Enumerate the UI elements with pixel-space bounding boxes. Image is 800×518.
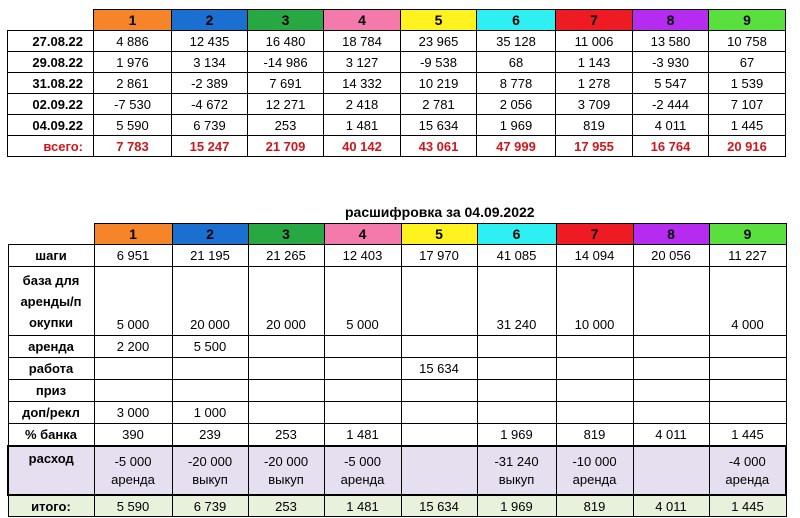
table-cell: 6 739 — [172, 115, 248, 136]
row-label-line: база для — [22, 272, 80, 288]
row-label: % банка — [8, 424, 94, 447]
table-cell — [401, 424, 477, 447]
row-label: итого: — [8, 495, 94, 517]
expense-cell — [248, 446, 324, 495]
expense-note: аренда — [725, 471, 770, 487]
table-cell: 4 011 — [633, 115, 709, 136]
daily-results-table — [7, 9, 786, 157]
table-cell — [709, 358, 786, 380]
expense-cell — [477, 446, 556, 495]
table-cell: 7 691 — [248, 73, 324, 94]
table-cell — [172, 358, 248, 380]
table-cell: 31 240 — [477, 267, 556, 336]
table-cell: 16 480 — [248, 31, 324, 52]
result-cell: 253 — [248, 495, 324, 517]
table-cell: 1 445 — [709, 115, 786, 136]
table-cell — [401, 380, 477, 402]
result-cell: 15 634 — [401, 495, 477, 517]
table-cell: 3 134 — [172, 52, 248, 73]
column-header: 8 — [633, 224, 709, 245]
expense-cell — [709, 446, 786, 495]
row-label-line: аренды/п — [20, 293, 82, 309]
column-header: 5 — [401, 224, 477, 245]
table-cell: 15 634 — [401, 358, 477, 380]
row-label: шаги — [8, 245, 94, 267]
total-cell: 15 247 — [172, 136, 248, 157]
row-label — [8, 267, 94, 336]
expense-cell — [172, 446, 248, 495]
table-cell — [324, 336, 401, 358]
column-header: 1 — [94, 224, 172, 245]
row-label: приз — [8, 380, 94, 402]
table-cell: 21 265 — [248, 245, 324, 267]
table-cell: 2 200 — [94, 336, 172, 358]
result-cell: 1 445 — [709, 495, 786, 517]
header-row — [8, 10, 786, 31]
column-header: 1 — [94, 10, 172, 31]
total-label: всего: — [8, 136, 94, 157]
expense-amount: -31 240 — [494, 453, 539, 469]
column-header: 7 — [556, 224, 633, 245]
table-cell: 4 011 — [633, 424, 709, 447]
column-header: 3 — [248, 224, 324, 245]
table-cell: 20 000 — [248, 267, 324, 336]
table-cell: 20 000 — [172, 267, 248, 336]
row-date: 31.08.22 — [8, 73, 94, 94]
result-cell: 5 590 — [94, 495, 172, 517]
table-cell — [556, 380, 633, 402]
table-cell: -14 986 — [248, 52, 324, 73]
table-cell: 12 271 — [248, 94, 324, 115]
table-cell: -9 538 — [401, 52, 477, 73]
table-cell — [556, 336, 633, 358]
steps-row — [8, 245, 786, 267]
row-label: работа — [8, 358, 94, 380]
table-cell: 10 000 — [556, 267, 633, 336]
table-cell — [709, 402, 786, 424]
expense-note: выкуп — [192, 471, 228, 487]
table-cell — [94, 358, 172, 380]
table-cell: 14 332 — [324, 73, 401, 94]
table-cell: 819 — [556, 115, 633, 136]
expense-cell — [324, 446, 401, 495]
work-row — [8, 358, 786, 380]
expense-cell — [94, 446, 172, 495]
table-cell: 3 709 — [556, 94, 633, 115]
table-cell: 10 758 — [709, 31, 786, 52]
expense-amount: -10 000 — [572, 453, 617, 469]
table-cell — [401, 267, 477, 336]
table-cell: 11 227 — [709, 245, 786, 267]
column-header: 5 — [401, 10, 477, 31]
table-cell — [633, 336, 709, 358]
table-cell: 20 056 — [633, 245, 709, 267]
table-cell — [248, 336, 324, 358]
table-cell — [477, 336, 556, 358]
table-cell — [633, 358, 709, 380]
table-cell: 17 970 — [401, 245, 477, 267]
expense-cell — [401, 446, 477, 495]
table-cell: 11 006 — [556, 31, 633, 52]
expense-note: аренда — [340, 471, 385, 487]
corner-cell — [8, 10, 94, 31]
total-cell: 17 955 — [556, 136, 633, 157]
total-cell: 20 916 — [709, 136, 786, 157]
row-date: 04.09.22 — [8, 115, 94, 136]
table-cell: 2 861 — [94, 73, 172, 94]
table-cell: 8 778 — [477, 73, 556, 94]
table-cell — [172, 380, 248, 402]
table-cell — [633, 267, 709, 336]
table-cell — [248, 358, 324, 380]
table-cell: 2 056 — [477, 94, 556, 115]
expense-amount: -20 000 — [187, 453, 233, 469]
header-row — [8, 224, 786, 245]
row-date: 29.08.22 — [8, 52, 94, 73]
column-header: 6 — [477, 10, 556, 31]
row-label: расход — [8, 446, 94, 495]
table-cell: 253 — [248, 115, 324, 136]
table-cell: 1 969 — [477, 115, 556, 136]
result-cell: 819 — [556, 495, 633, 517]
expense-amount: -5 000 — [114, 453, 152, 469]
table-cell: -2 444 — [633, 94, 709, 115]
breakdown-table — [7, 223, 787, 517]
table-cell: 3 127 — [324, 52, 401, 73]
table-cell: 5 547 — [633, 73, 709, 94]
expense-cell — [633, 446, 709, 495]
table-cell: 4 886 — [94, 31, 172, 52]
table-cell: 12 403 — [324, 245, 401, 267]
column-header: 3 — [248, 10, 324, 31]
table-cell: 23 965 — [401, 31, 477, 52]
expense-note: аренда — [111, 471, 155, 487]
table-cell: 3 000 — [94, 402, 172, 424]
column-header: 6 — [477, 224, 556, 245]
column-header: 4 — [324, 10, 401, 31]
table-cell: 15 634 — [401, 115, 477, 136]
column-header: 9 — [709, 10, 786, 31]
table-cell — [324, 380, 401, 402]
table-cell: 2 781 — [401, 94, 477, 115]
table-cell — [477, 402, 556, 424]
table-cell: 1 278 — [556, 73, 633, 94]
table-cell: 1 976 — [94, 52, 172, 73]
row-date: 27.08.22 — [8, 31, 94, 52]
table-cell: 5 500 — [172, 336, 248, 358]
bank-row — [8, 424, 786, 447]
table-cell: 390 — [94, 424, 172, 447]
column-header: 8 — [633, 10, 709, 31]
row-date: 02.09.22 — [8, 94, 94, 115]
table-cell: 67 — [709, 52, 786, 73]
result-cell: 6 739 — [172, 495, 248, 517]
table-cell — [477, 358, 556, 380]
rent-row — [8, 336, 786, 358]
table-cell: 41 085 — [477, 245, 556, 267]
table-cell: 10 219 — [401, 73, 477, 94]
base-row — [8, 267, 786, 336]
breakdown-caption: расшифровка за 04.09.2022 — [345, 204, 535, 220]
table-cell — [556, 358, 633, 380]
table-cell — [477, 380, 556, 402]
table-row — [8, 94, 786, 115]
table-cell: 5 000 — [94, 267, 172, 336]
table-cell — [324, 358, 401, 380]
total-cell: 16 764 — [633, 136, 709, 157]
table-cell: 68 — [477, 52, 556, 73]
table-row — [8, 73, 786, 94]
table-cell: 1 143 — [556, 52, 633, 73]
table-cell — [248, 380, 324, 402]
table-cell — [709, 380, 786, 402]
table-cell — [633, 402, 709, 424]
row-label: аренда — [8, 336, 94, 358]
corner-cell — [8, 224, 94, 245]
result-cell: 1 969 — [477, 495, 556, 517]
result-cell: 1 481 — [324, 495, 401, 517]
table-cell — [248, 402, 324, 424]
row-label: доп/рекл — [8, 402, 94, 424]
result-cell: 4 011 — [633, 495, 709, 517]
table-cell: -7 530 — [94, 94, 172, 115]
table-cell: -2 389 — [172, 73, 248, 94]
table-cell: 14 094 — [556, 245, 633, 267]
table-cell: 1 539 — [709, 73, 786, 94]
column-header: 7 — [556, 10, 633, 31]
expense-amount: -4 000 — [728, 453, 766, 469]
total-cell: 43 061 — [401, 136, 477, 157]
table-cell: 5 590 — [94, 115, 172, 136]
table-cell: 253 — [248, 424, 324, 447]
table-cell: 1 481 — [324, 115, 401, 136]
table-cell: 35 128 — [477, 31, 556, 52]
expense-cell — [556, 446, 633, 495]
table-cell — [709, 336, 786, 358]
prize-row — [8, 380, 786, 402]
table-cell: 13 580 — [633, 31, 709, 52]
column-header: 4 — [324, 224, 401, 245]
ads-row — [8, 402, 786, 424]
table-cell: 1 969 — [477, 424, 556, 447]
total-cell: 21 709 — [248, 136, 324, 157]
table-cell: 4 000 — [709, 267, 786, 336]
table-cell: 7 107 — [709, 94, 786, 115]
table-cell: -3 930 — [633, 52, 709, 73]
table-cell: 5 000 — [324, 267, 401, 336]
total-cell: 7 783 — [94, 136, 172, 157]
table-cell: 12 435 — [172, 31, 248, 52]
table-cell — [401, 336, 477, 358]
column-header: 2 — [172, 10, 248, 31]
table-cell: 1 481 — [324, 424, 401, 447]
table-cell: 2 418 — [324, 94, 401, 115]
table-cell: 21 195 — [172, 245, 248, 267]
expense-note: аренда — [572, 471, 617, 487]
total-row — [8, 136, 786, 157]
table-cell: 819 — [556, 424, 633, 447]
total-cell: 47 999 — [477, 136, 556, 157]
expense-row — [8, 446, 786, 495]
table-cell: 6 951 — [94, 245, 172, 267]
column-header: 9 — [709, 224, 786, 245]
row-label-line: окупки — [28, 314, 74, 330]
table-cell — [94, 380, 172, 402]
total-cell: 40 142 — [324, 136, 401, 157]
table-cell: 18 784 — [324, 31, 401, 52]
table-cell: -4 672 — [172, 94, 248, 115]
table-cell — [633, 380, 709, 402]
table-cell: 1 000 — [172, 402, 248, 424]
table-cell: 239 — [172, 424, 248, 447]
table-cell — [324, 402, 401, 424]
expense-amount: -20 000 — [263, 453, 309, 469]
expense-note: выкуп — [498, 471, 535, 487]
expense-note: выкуп — [268, 471, 304, 487]
table-row — [8, 31, 786, 52]
expense-amount: -5 000 — [344, 453, 381, 469]
table-row — [8, 115, 786, 136]
table-cell — [556, 402, 633, 424]
column-header: 2 — [172, 224, 248, 245]
table-cell — [401, 402, 477, 424]
table-row — [8, 52, 786, 73]
result-row — [8, 495, 786, 517]
table-cell: 1 445 — [709, 424, 786, 447]
